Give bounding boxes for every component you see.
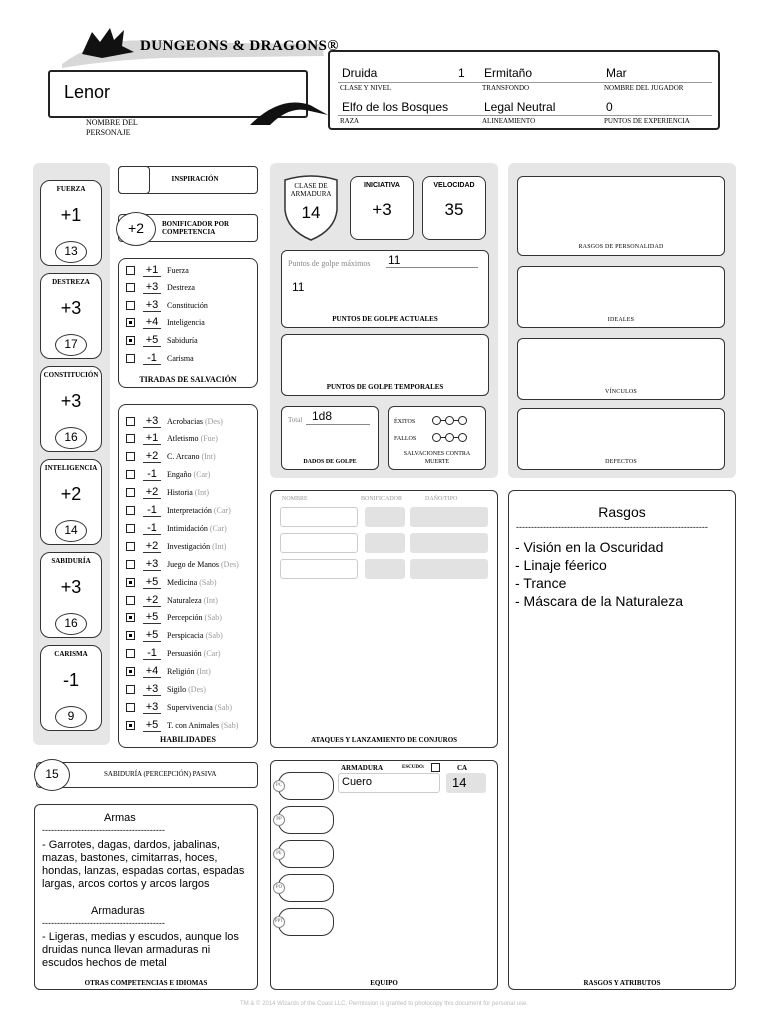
proficiency-checkbox[interactable] bbox=[126, 470, 135, 479]
logo-text: DUNGEONS & DRAGONS® bbox=[140, 38, 339, 54]
coin-gold[interactable] bbox=[275, 874, 334, 902]
death-success-label: ÉXITOS bbox=[394, 419, 416, 425]
ability-score[interactable]: 9 bbox=[55, 706, 87, 728]
proficiency-checkbox[interactable] bbox=[126, 524, 135, 533]
proficiency-checkbox[interactable] bbox=[126, 488, 135, 497]
attack-bonus-cell[interactable] bbox=[365, 533, 405, 553]
skill-name: Intimidación bbox=[167, 523, 208, 533]
coin-platinum[interactable] bbox=[274, 908, 334, 936]
experience-label: PUNTOS DE EXPERIENCIA bbox=[604, 117, 690, 125]
proficiency-checkbox[interactable] bbox=[126, 266, 135, 275]
ideals-label: IDEALES bbox=[607, 317, 635, 323]
ability-name: INTELIGENCIA bbox=[44, 464, 98, 472]
inspiration-label: INSPIRACIÓN bbox=[171, 175, 219, 183]
skill-row bbox=[126, 539, 226, 553]
skill-value[interactable]: -1 bbox=[143, 468, 161, 481]
level-field[interactable]: 1 bbox=[458, 66, 465, 80]
attack-damage-cell[interactable] bbox=[410, 559, 488, 579]
hp-temp-label: PUNTOS DE GOLPE TEMPORALES bbox=[326, 383, 444, 391]
ability-name: DESTREZA bbox=[52, 278, 90, 286]
proficiency-checkbox[interactable] bbox=[126, 283, 135, 292]
saving-throw-value[interactable]: +4 bbox=[143, 316, 161, 329]
skill-value[interactable]: +5 bbox=[143, 629, 161, 642]
saving-throw-name: Constitución bbox=[167, 300, 208, 310]
proficiency-checkbox[interactable] bbox=[126, 613, 135, 622]
saving-throw-row bbox=[126, 333, 198, 347]
ca-label: CA bbox=[457, 764, 468, 772]
feature-item: - Trance bbox=[515, 575, 567, 591]
coin-silver[interactable] bbox=[278, 806, 334, 834]
skill-attribute: (Int) bbox=[212, 541, 227, 551]
death-fail-circles[interactable] bbox=[432, 433, 467, 442]
hit-dice-total[interactable]: 1d8 bbox=[312, 409, 333, 423]
attack-bonus-cell[interactable] bbox=[365, 559, 405, 579]
hit-dice-total-label: Total bbox=[288, 416, 303, 424]
saving-throw-value[interactable]: -1 bbox=[143, 352, 161, 365]
ability-name: CARISMA bbox=[54, 650, 88, 658]
bonds-label: VÍNCULOS bbox=[605, 389, 637, 395]
skill-row bbox=[126, 414, 223, 428]
proficiency-checkbox[interactable] bbox=[126, 452, 135, 461]
death-fail-label: FALLOS bbox=[394, 436, 417, 442]
ability-score[interactable]: 16 bbox=[55, 427, 87, 449]
skill-attribute: (Car) bbox=[213, 506, 231, 515]
skill-value[interactable]: +3 bbox=[143, 415, 161, 428]
ability-name: CONSTITUCIÓN bbox=[43, 371, 99, 379]
proficiency-bonus[interactable]: +2 bbox=[116, 212, 156, 246]
attack-bonus-cell[interactable] bbox=[365, 507, 405, 527]
ability-score[interactable]: 17 bbox=[55, 334, 87, 356]
coin-label: PPT bbox=[273, 916, 285, 928]
player-name-field[interactable]: Mar bbox=[606, 66, 627, 80]
skill-row bbox=[126, 629, 223, 643]
proficiency-checkbox[interactable] bbox=[126, 667, 135, 676]
skill-value[interactable]: +2 bbox=[143, 486, 161, 499]
attacks-col-damage: DAÑO/TIPO bbox=[425, 496, 458, 502]
attacks-box bbox=[270, 490, 498, 748]
armor-text: - Ligeras, medias y escudos, aunque los druidas nunca llevan armaduras ni escudos hechos de metal bbox=[42, 931, 239, 969]
proficiency-checkbox[interactable] bbox=[126, 336, 135, 345]
ability-modifier[interactable]: +3 bbox=[60, 391, 82, 411]
skill-attribute: (Int) bbox=[194, 488, 209, 498]
skill-row bbox=[126, 700, 232, 714]
skill-name: Sigilo bbox=[167, 685, 187, 694]
ability-modifier[interactable]: +2 bbox=[60, 484, 82, 504]
skill-row bbox=[126, 432, 218, 446]
personality-traits-label: RASGOS DE PERSONALIDAD bbox=[578, 244, 664, 250]
skill-value[interactable]: -1 bbox=[143, 522, 161, 535]
other-proficiencies-title: OTRAS COMPETENCIAS E IDIOMAS bbox=[84, 979, 208, 987]
saving-throw-name: Destreza bbox=[167, 283, 195, 293]
ability-intelligence bbox=[40, 459, 102, 545]
armor-label: ARMADURA bbox=[341, 764, 383, 772]
coin-copper[interactable] bbox=[275, 772, 334, 800]
attack-name-cell[interactable] bbox=[280, 559, 358, 579]
proficiency-checkbox[interactable] bbox=[126, 596, 135, 605]
hp-max-line bbox=[386, 267, 478, 268]
hit-dice-line bbox=[306, 424, 370, 425]
skill-row bbox=[126, 665, 211, 679]
speed-value[interactable]: 35 bbox=[444, 200, 464, 219]
saving-throw-row bbox=[126, 298, 208, 312]
skill-name: Historia bbox=[167, 488, 193, 498]
passive-perception-label: SABIDURÍA (PERCEPCIÓN) PASIVA bbox=[104, 770, 217, 778]
proficiency-checkbox[interactable] bbox=[126, 631, 135, 640]
skill-row bbox=[126, 683, 206, 697]
proficiency-label: BONIFICADOR POR COMPETENCIA bbox=[162, 220, 230, 236]
saving-throw-row bbox=[126, 263, 189, 277]
ability-modifier[interactable]: +3 bbox=[60, 577, 82, 597]
skill-value[interactable]: +2 bbox=[143, 540, 161, 553]
skill-row bbox=[126, 521, 227, 535]
armor-class-value[interactable]: 14 bbox=[301, 203, 321, 222]
attacks-col-name: NOMBRE bbox=[282, 496, 308, 502]
proficiency-checkbox[interactable] bbox=[126, 417, 135, 426]
ability-name: FUERZA bbox=[56, 185, 86, 193]
attacks-col-bonus: BONIFICADOR bbox=[361, 496, 403, 502]
skill-row bbox=[126, 611, 222, 625]
skill-value[interactable]: +3 bbox=[143, 701, 161, 714]
skill-attribute: (Sab) bbox=[221, 720, 239, 730]
attack-damage-cell[interactable] bbox=[410, 533, 488, 553]
hit-dice-label: DADOS DE GOLPE bbox=[303, 459, 357, 465]
skill-value[interactable]: +2 bbox=[143, 450, 161, 463]
divider bbox=[338, 115, 712, 116]
skill-attribute: (Fue) bbox=[200, 434, 218, 444]
separator: ---------------------------------------------------------------- bbox=[516, 522, 708, 532]
proficiency-checkbox[interactable] bbox=[126, 703, 135, 712]
ca-value: 14 bbox=[452, 775, 467, 790]
alignment-label: ALINEAMIENTO bbox=[482, 117, 536, 125]
skill-name: Investigación bbox=[167, 541, 211, 551]
features-heading: Rasgos bbox=[598, 504, 646, 520]
initiative-value[interactable]: +3 bbox=[372, 200, 392, 219]
saving-throw-value[interactable]: +3 bbox=[143, 281, 161, 294]
saving-throw-row bbox=[126, 316, 205, 330]
saving-throw-name: Fuerza bbox=[167, 265, 189, 275]
death-success-circles[interactable] bbox=[432, 416, 467, 425]
weapons-heading: Armas bbox=[104, 812, 136, 824]
skill-name: Atletismo bbox=[167, 434, 199, 444]
coin-label: PC bbox=[273, 780, 285, 792]
skill-value[interactable]: +5 bbox=[143, 719, 161, 732]
proficiency-checkbox[interactable] bbox=[126, 354, 135, 363]
proficiency-checkbox[interactable] bbox=[126, 318, 135, 327]
skill-row bbox=[126, 450, 216, 464]
skill-row bbox=[126, 718, 238, 732]
skill-attribute: (Des) bbox=[221, 559, 239, 569]
skill-row bbox=[126, 647, 221, 661]
separator: ----------------------------------------- bbox=[42, 918, 165, 928]
experience-field[interactable]: 0 bbox=[606, 100, 613, 114]
separator: ----------------------------------------- bbox=[42, 825, 165, 835]
skill-attribute: (Sab) bbox=[199, 577, 217, 587]
background-label: TRANSFONDO bbox=[482, 84, 530, 92]
ability-score[interactable]: 14 bbox=[55, 520, 87, 542]
saving-throw-row bbox=[126, 281, 195, 295]
alignment-field[interactable]: Legal Neutral bbox=[484, 100, 556, 114]
skill-row bbox=[126, 593, 218, 607]
saving-throw-value[interactable]: +1 bbox=[143, 264, 161, 277]
class-field[interactable]: Druida bbox=[342, 66, 378, 80]
armor-heading: Armaduras bbox=[91, 905, 145, 917]
inspiration-checkbox[interactable] bbox=[118, 166, 150, 194]
ability-wisdom bbox=[40, 552, 102, 638]
race-label: RAZA bbox=[340, 117, 360, 125]
ability-strength bbox=[40, 180, 102, 266]
skill-attribute: (Car) bbox=[193, 470, 211, 480]
hp-max-label: Puntos de golpe máximos bbox=[288, 259, 371, 268]
shield-checkbox[interactable] bbox=[431, 763, 440, 772]
skill-name: Acrobacias bbox=[167, 416, 203, 426]
background-field[interactable]: Ermitaño bbox=[484, 66, 533, 80]
skill-attribute: (Car) bbox=[209, 523, 227, 533]
ability-modifier[interactable]: +1 bbox=[60, 205, 82, 225]
skill-name: C. Arcano bbox=[167, 452, 200, 462]
features-title: RASGOS Y ATRIBUTOS bbox=[583, 979, 661, 987]
proficiency-checkbox[interactable] bbox=[126, 301, 135, 310]
skill-attribute: (Int) bbox=[203, 595, 218, 605]
ability-dexterity bbox=[40, 273, 102, 359]
footer-copyright: TM & © 2014 Wizards of the Coast LLC. Permission is granted to photocopy this document for personal use. bbox=[240, 1001, 528, 1007]
skill-row bbox=[126, 557, 239, 571]
skill-attribute: (Int) bbox=[201, 452, 216, 462]
passive-perception-value[interactable]: 15 bbox=[34, 759, 70, 791]
initiative-label: INICIATIVA bbox=[364, 182, 400, 189]
hp-max-value[interactable]: 11 bbox=[388, 253, 401, 267]
skill-name: Perspicacia bbox=[167, 631, 204, 641]
proficiency-checkbox[interactable] bbox=[126, 542, 135, 551]
skill-value[interactable]: -1 bbox=[143, 647, 161, 660]
ability-modifier[interactable]: -1 bbox=[62, 670, 79, 690]
coin-label: PP bbox=[273, 814, 285, 826]
proficiency-checkbox[interactable] bbox=[126, 685, 135, 694]
proficiency-checkbox[interactable] bbox=[126, 721, 135, 730]
proficiency-checkbox[interactable] bbox=[126, 506, 135, 515]
ability-constitution bbox=[40, 366, 102, 452]
saving-throw-name: Carisma bbox=[167, 353, 194, 363]
coin-electrum[interactable] bbox=[278, 840, 334, 868]
attacks-title: ATAQUES Y LANZAMIENTO DE CONJUROS bbox=[310, 736, 458, 744]
attack-name-cell[interactable] bbox=[280, 533, 358, 553]
ability-score[interactable]: 13 bbox=[55, 241, 87, 263]
attack-damage-cell[interactable] bbox=[410, 507, 488, 527]
skill-row bbox=[126, 575, 217, 589]
equipment-title: EQUIPO bbox=[370, 979, 398, 987]
skill-value[interactable]: +3 bbox=[143, 683, 161, 696]
weapons-text: - Garrotes, dagas, dardos, jabalinas, mazas, bastones, cimitarras, hoces, hondas, lanzas, espadas cortas, espadas largas, arcos cortos y arcos largos bbox=[42, 839, 245, 890]
skill-attribute: (Des) bbox=[188, 685, 206, 694]
death-saves-label: SALVACIONES CONTRA MUERTE bbox=[403, 451, 471, 465]
ability-score[interactable]: 16 bbox=[55, 613, 87, 635]
skill-attribute: (Sab) bbox=[205, 631, 223, 641]
skill-name: T. con Animales bbox=[167, 720, 220, 730]
proficiency-checkbox[interactable] bbox=[126, 434, 135, 443]
feature-item: - Visión en la Oscuridad bbox=[515, 539, 664, 555]
speed-label: VELOCIDAD bbox=[433, 182, 475, 189]
skill-value[interactable]: +5 bbox=[143, 576, 161, 589]
skill-name: Persuasión bbox=[167, 649, 202, 659]
hp-current-value[interactable]: 11 bbox=[292, 280, 305, 294]
armor-class-label: CLASE DE ARMADURA bbox=[290, 182, 332, 198]
ability-charisma bbox=[40, 645, 102, 731]
saving-throws-title: TIRADAS DE SALVACIÓN bbox=[139, 375, 237, 384]
skill-value[interactable]: +2 bbox=[143, 594, 161, 607]
hp-current-label: PUNTOS DE GOLPE ACTUALES bbox=[332, 315, 438, 323]
skills-title: HABILIDADES bbox=[159, 735, 216, 744]
skill-row bbox=[126, 468, 210, 482]
skill-row bbox=[126, 486, 209, 500]
feature-item: - Linaje féerico bbox=[515, 557, 607, 573]
skill-value[interactable]: +3 bbox=[143, 558, 161, 571]
saving-throw-value[interactable]: +5 bbox=[143, 334, 161, 347]
class-level-label: CLASE Y NIVEL bbox=[340, 84, 392, 92]
skill-attribute: (Car) bbox=[203, 649, 221, 659]
skill-row bbox=[126, 504, 231, 518]
skill-value[interactable]: -1 bbox=[143, 504, 161, 517]
player-name-label: NOMBRE DEL JUGADOR bbox=[604, 84, 684, 92]
skill-name: Religión bbox=[167, 667, 195, 677]
character-name-label: NOMBRE DEL PERSONAJE bbox=[86, 118, 138, 137]
coin-label: PO bbox=[273, 882, 285, 894]
proficiency-checkbox[interactable] bbox=[126, 649, 135, 658]
shield-label: ESCUDO: bbox=[402, 765, 425, 770]
skill-name: Interpretación bbox=[167, 506, 212, 515]
saving-throw-value[interactable]: +3 bbox=[143, 299, 161, 312]
proficiency-checkbox[interactable] bbox=[126, 578, 135, 587]
ability-modifier[interactable]: +3 bbox=[60, 298, 82, 318]
skill-value[interactable]: +4 bbox=[143, 665, 161, 678]
skill-name: Medicina bbox=[167, 577, 198, 587]
saving-throw-name: Sabiduría bbox=[167, 335, 198, 345]
skill-attribute: (Des) bbox=[204, 416, 223, 426]
skill-name: Percepción bbox=[167, 613, 203, 623]
skill-attribute: (Sab) bbox=[214, 702, 233, 712]
proficiency-checkbox[interactable] bbox=[126, 560, 135, 569]
attack-name-cell[interactable] bbox=[280, 507, 358, 527]
skill-value[interactable]: +1 bbox=[143, 432, 161, 445]
flaws-label: DEFECTOS bbox=[605, 459, 637, 465]
skill-attribute: (Sab) bbox=[204, 613, 222, 623]
skill-name: Naturaleza bbox=[167, 595, 202, 605]
dragon-tail-icon bbox=[250, 95, 330, 135]
coin-label: PE bbox=[273, 848, 285, 860]
race-field[interactable]: Elfo de los Bosques bbox=[342, 100, 449, 114]
saving-throw-row bbox=[126, 351, 194, 365]
feature-item: - Máscara de la Naturaleza bbox=[515, 593, 684, 609]
saving-throw-name: Inteligencia bbox=[167, 318, 205, 328]
divider bbox=[338, 82, 712, 83]
ability-name: SABIDURÍA bbox=[51, 557, 91, 565]
skill-value[interactable]: +5 bbox=[143, 611, 161, 624]
skill-name: Engaño bbox=[167, 470, 192, 480]
skill-name: Supervivencia bbox=[167, 702, 213, 712]
armor-value: Cuero bbox=[342, 776, 372, 788]
character-name: Lenor bbox=[64, 82, 111, 102]
skill-name: Juego de Manos bbox=[167, 559, 219, 569]
skill-attribute: (Int) bbox=[196, 667, 211, 677]
